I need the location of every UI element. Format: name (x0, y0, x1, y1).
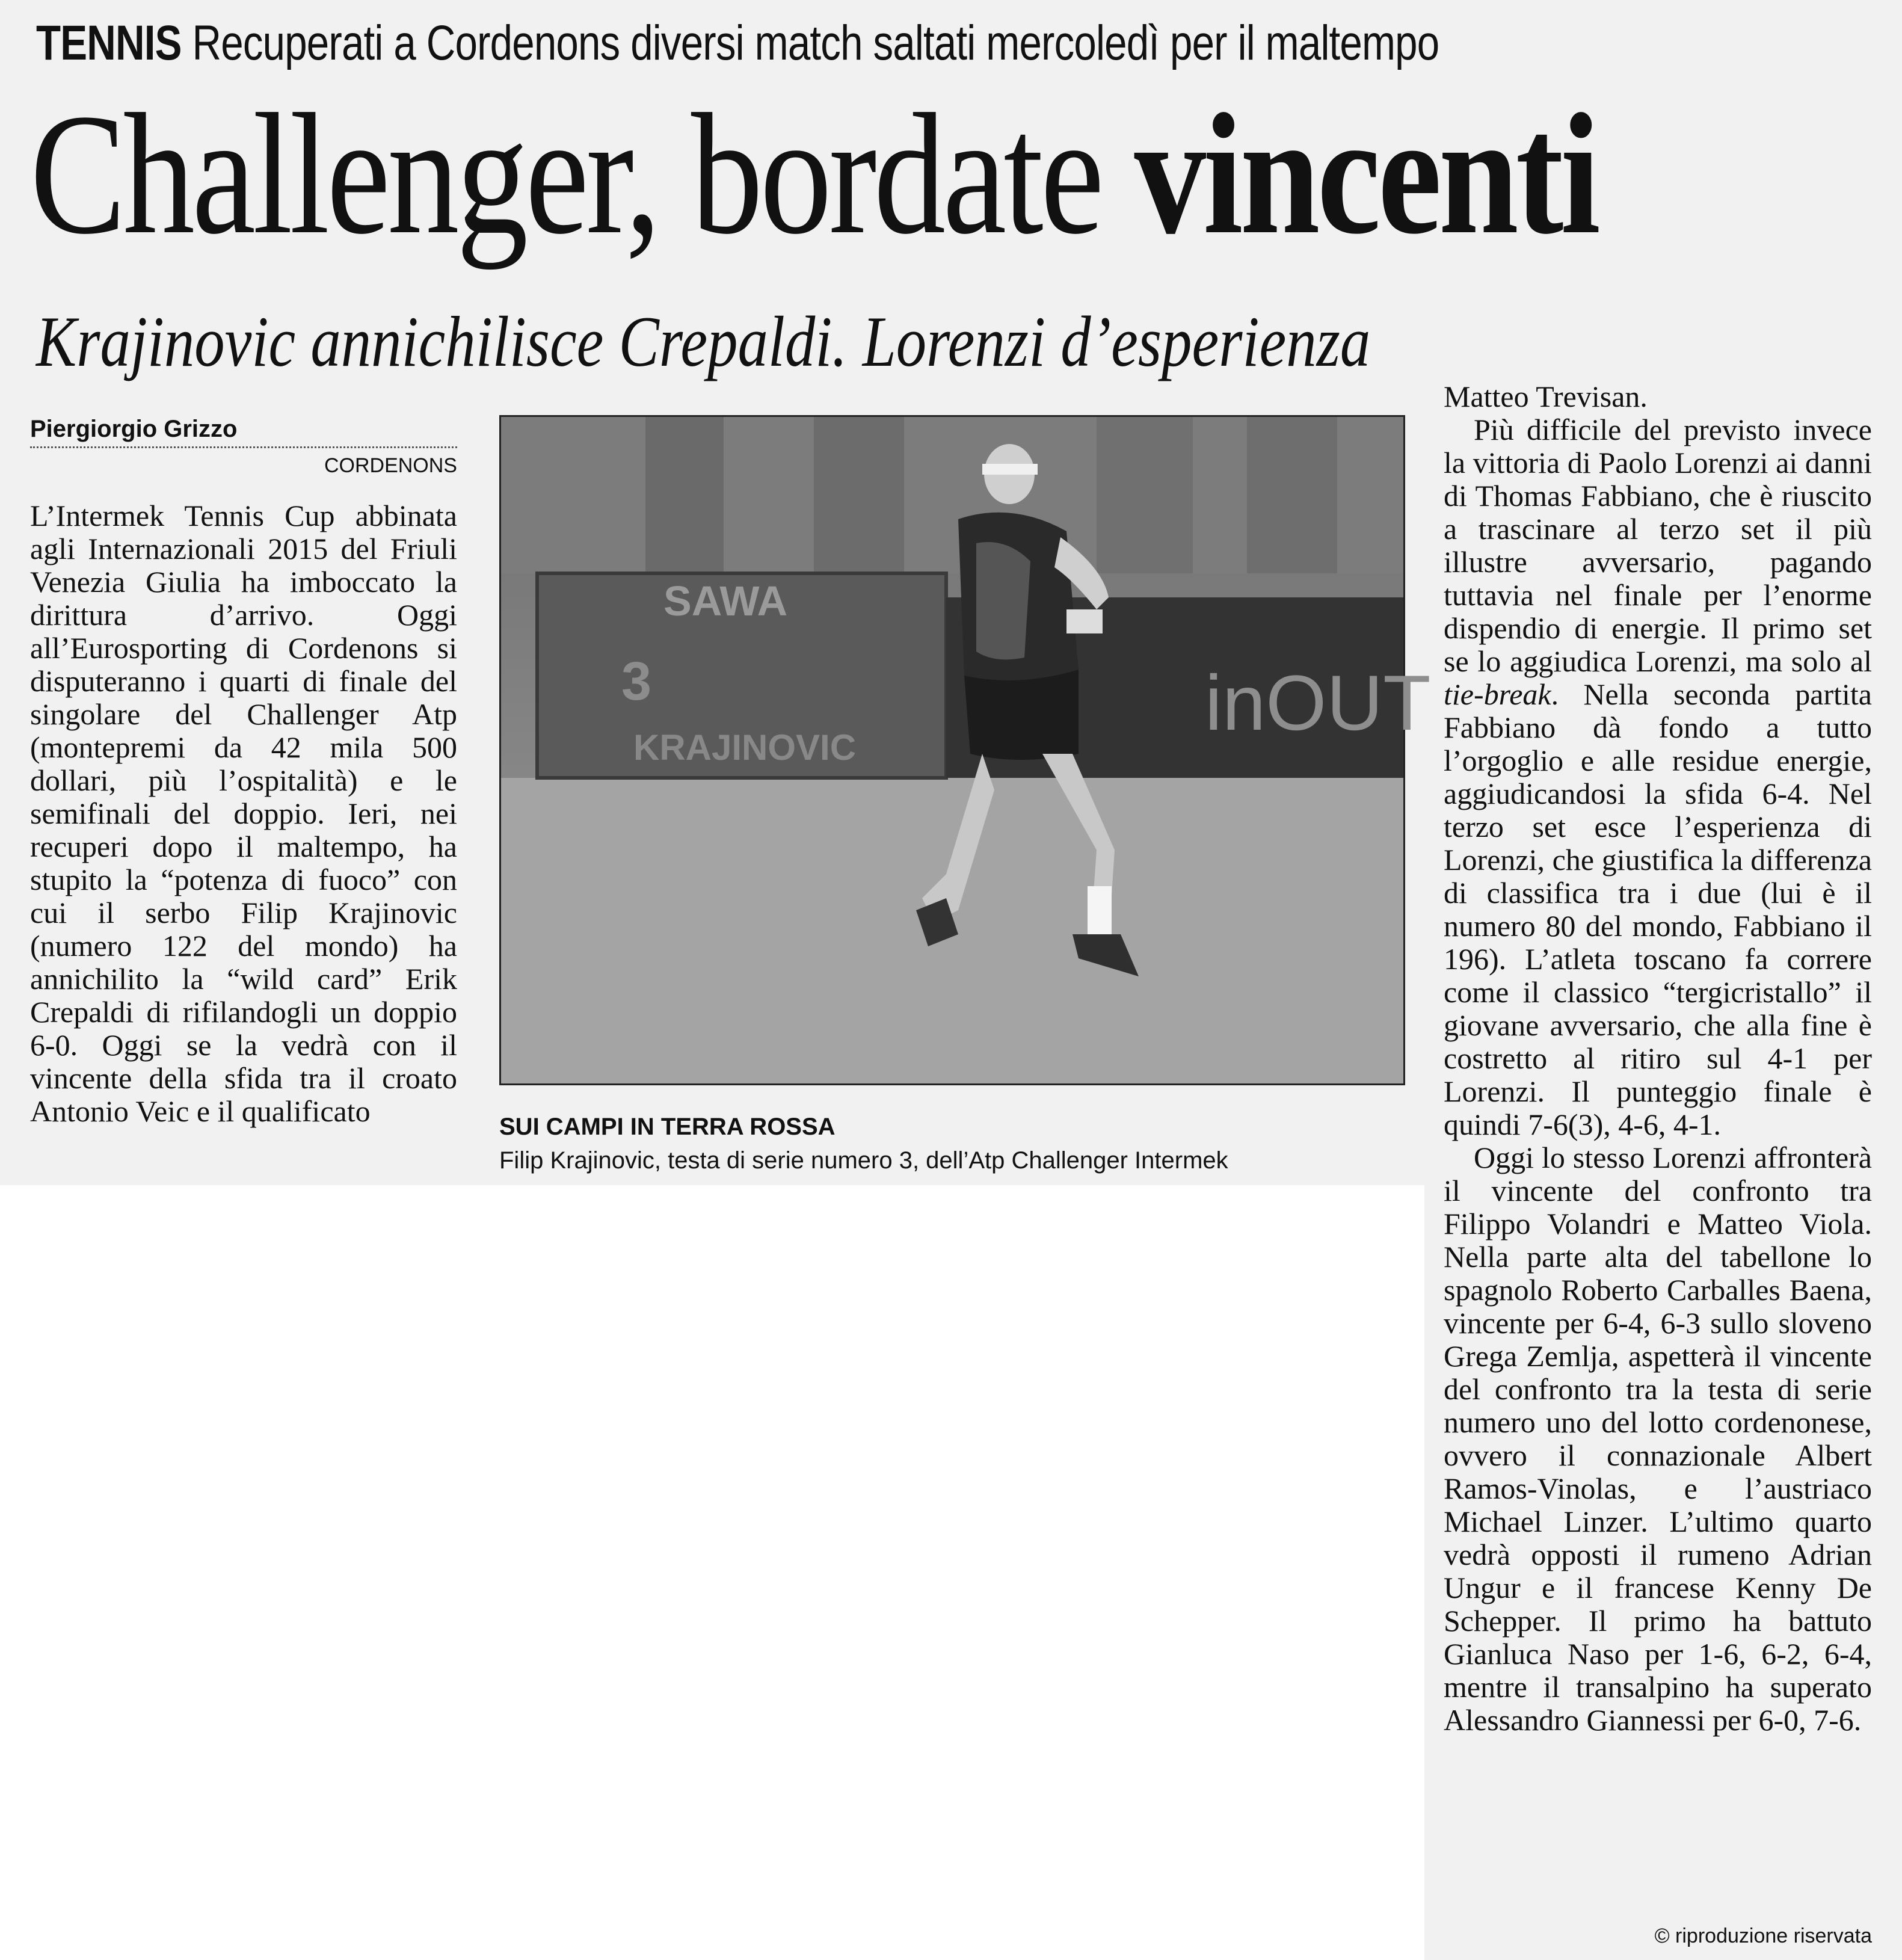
photo-caption-title: SUI CAMPI IN TERRA ROSSA (499, 1114, 836, 1140)
tennis-player-photo (501, 417, 1431, 1083)
article-paragraph: Oggi lo stesso Lorenzi affronterà il vincente del confronto tra Filippo Volandri e Matteo Viola. Nella parte alta del tabellone lo spagnolo Roberto Carballes Baena, vincente per 6-4, 6-3 sullo sloveno Grega Zemlja, aspetterà il vincente del confronto tra la testa di serie numero uno del lotto cordenonese, ovvero il connazionale Albert Ramos-Vinolas, e l’austriaco Michael Linzer. L’ultimo quarto vedrà opposti il rumeno Adrian Ungur e il francese Kenny De Schepper. Il primo ha battuto Gianluca Naso per 1-6, 6-2, 6-4, mentre il transalpino ha superato Alessandro Giannessi per 6-0, 7-6. (1444, 1141, 1872, 1737)
section-tag: TENNIS (36, 16, 182, 70)
article-column-left (30, 499, 457, 1185)
article-column-right (1444, 380, 1872, 1920)
article-text: . Nella seconda partita Fabbiano dà fondo a tutto l’orgoglio e alle residue energie, aggiudicandosi la sfida 6-4. Nel terzo set esce l’esperienza di Lorenzi, che giustifica la differenza di classifica tra i due (lui è il numero 80 del mondo, Fabbiano il 196). L’atleta toscano fa correre come il classico “tergicristallo” il giovane avversario, che alla fine è costretto al ritiro sul 4-1 per Lorenzi. Il punteggio finale è quindi 7-6(3), 4-6, 4-1. (1444, 677, 1872, 1141)
article-paragraph: L’Intermek Tennis Cup abbinata agli Internazionali 2015 del Friuli Venezia Giulia ha imboccato la dirittura d’arrivo. Oggi all’Eurosporting di Cordenons si disputeranno i quarti di finale del singolare del Challenger Atp (montepremi da 42 mila 500 dollari, più l’ospitalità) e le semifinali del doppio. Ieri, nei recuperi dopo il maltempo, ha stupito la “potenza di fuoco” con cui il serbo Filip Krajinovic (numero 122 del mondo) ha annichilito la “wild card” Erik Crepaldi di rifilandogli un doppio 6-0. Oggi se la vedrà con il vincente della sfida tra il croato Antonio Veic e il qualificato (30, 499, 457, 1128)
article-paragraph-continuation: Matteo Trevisan. (1444, 380, 1648, 413)
article-paragraph (1444, 413, 1872, 1141)
kicker-text: Recuperati a Cordenons diversi match saltati mercoledì per il maltempo (192, 16, 1439, 70)
article-photo (499, 415, 1431, 1085)
subheadline: Krajinovic annichilisce Crepaldi. Lorenzi d’esperienza (36, 301, 1371, 381)
banner-left-text: SAWA (663, 578, 788, 624)
article-italic-text: tie-break (1444, 677, 1551, 711)
banner-left-number: 3 (621, 652, 652, 712)
banner-right-text: inOUT (1205, 659, 1431, 747)
kicker (36, 13, 1545, 73)
dateline: CORDENONS (324, 454, 457, 477)
banner-left-name: KRAJINOVIC (633, 727, 857, 768)
byline-author: Piergiorgio Grizzo (30, 414, 457, 448)
headline-text: Challenger, bordate (30, 78, 1134, 270)
article-text: Più difficile del previsto invece la vittoria di Paolo Lorenzi ai danni di Thomas Fabbiano, che è riuscito a trascinare al terzo set il più illustre avversario, pagando tuttavia nel finale per l’enorme dispendio di energie. Il primo set se lo aggiudica Lorenzi, ma solo al (1444, 413, 1872, 678)
photo-caption-text: Filip Krajinovic, testa di serie numero 3, dell’Atp Challenger Intermek (499, 1147, 1228, 1174)
headline (30, 78, 1598, 270)
headline-bold-text: vincenti (1134, 78, 1598, 270)
copyright-notice: © riproduzione riservata (1654, 1925, 1872, 1947)
